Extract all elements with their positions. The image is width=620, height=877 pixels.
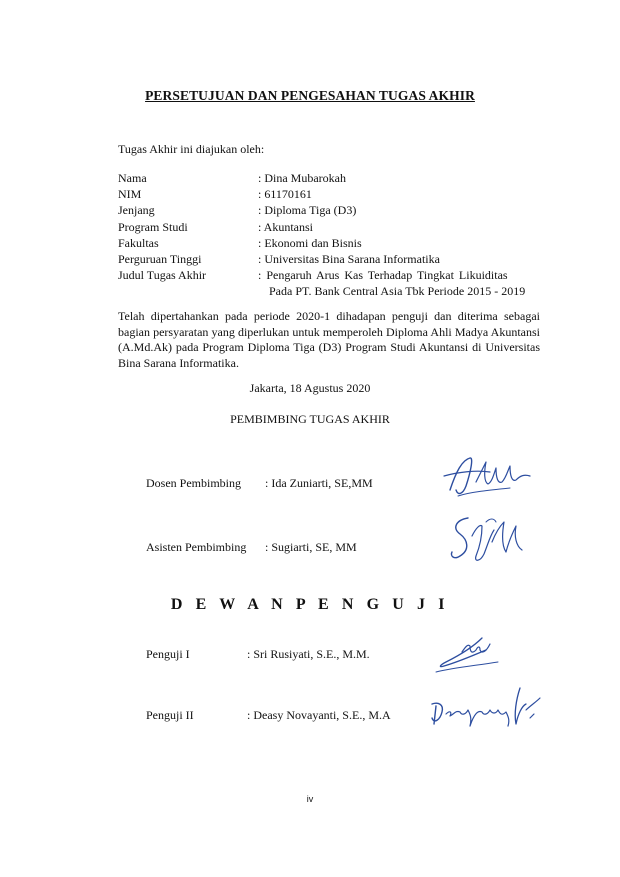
supervisor-role-asisten: Asisten Pembimbing bbox=[146, 540, 247, 554]
field-value-judul-line2: Pada PT. Bank Central Asia Tbk Periode 2015 - 2019 bbox=[269, 284, 526, 298]
field-value-jenjang: : Diploma Tiga (D3) bbox=[258, 203, 357, 217]
field-value-fakultas: : Ekonomi dan Bisnis bbox=[258, 236, 362, 250]
page-number: iv bbox=[306, 794, 314, 804]
examiner-role-2: Penguji II bbox=[146, 708, 194, 722]
supervisor-name-dosen: : Ida Zuniarti, SE,MM bbox=[265, 476, 373, 490]
signature-penguji-2 bbox=[426, 684, 544, 736]
examiner-role-1: Penguji I bbox=[146, 647, 190, 661]
field-label-fakultas: Fakultas bbox=[118, 236, 159, 250]
supervisor-role-dosen: Dosen Pembimbing bbox=[146, 476, 241, 490]
field-value-perguruan-tinggi: : Universitas Bina Sarana Informatika bbox=[258, 252, 440, 266]
intro-text: Tugas Akhir ini diajukan oleh: bbox=[118, 142, 265, 156]
field-value-program-studi: : Akuntansi bbox=[258, 220, 314, 234]
field-value-judul: : Pengaruh Arus Kas Terhadap Tingkat Likuiditas bbox=[258, 268, 508, 282]
page-title: PERSETUJUAN DAN PENGESAHAN TUGAS AKHIR bbox=[145, 88, 475, 103]
field-label-jenjang: Jenjang bbox=[118, 203, 155, 217]
field-label-judul: Judul Tugas Akhir bbox=[118, 268, 207, 282]
examiner-heading: D E W A N P E N G U J I bbox=[170, 596, 450, 613]
field-label-nama: Nama bbox=[118, 171, 147, 185]
field-value-nim: : 61170161 bbox=[258, 187, 312, 201]
field-label-perguruan-tinggi: Perguruan Tinggi bbox=[118, 252, 202, 266]
signature-penguji-1 bbox=[432, 632, 504, 676]
field-value-nama: : Dina Mubarokah bbox=[258, 171, 346, 185]
field-label-nim: NIM bbox=[118, 187, 142, 201]
signature-dosen-pembimbing bbox=[440, 452, 540, 502]
supervisor-name-asisten: : Sugiarti, SE, MM bbox=[265, 540, 357, 554]
signature-asisten-pembimbing bbox=[446, 512, 526, 570]
field-label-program-studi: Program Studi bbox=[118, 220, 188, 234]
approval-statement: Telah dipertahankan pada periode 2020-1 dihadapan penguji dan diterima sebagai bagian persyaratan yang diperlukan untuk memperoleh Diploma Ahli Madya Akuntansi (A.Md.Ak) pada Program Diploma Tiga (D3) Program Studi Akuntansi di Universitas Bina Sarana Informatika. bbox=[118, 309, 540, 370]
examiner-name-2: : Deasy Novayanti, S.E., M.A bbox=[247, 708, 391, 722]
supervisor-heading: PEMBIMBING TUGAS AKHIR bbox=[230, 412, 390, 426]
examiner-name-1: : Sri Rusiyati, S.E., M.M. bbox=[247, 647, 370, 661]
place-date: Jakarta, 18 Agustus 2020 bbox=[249, 381, 371, 395]
